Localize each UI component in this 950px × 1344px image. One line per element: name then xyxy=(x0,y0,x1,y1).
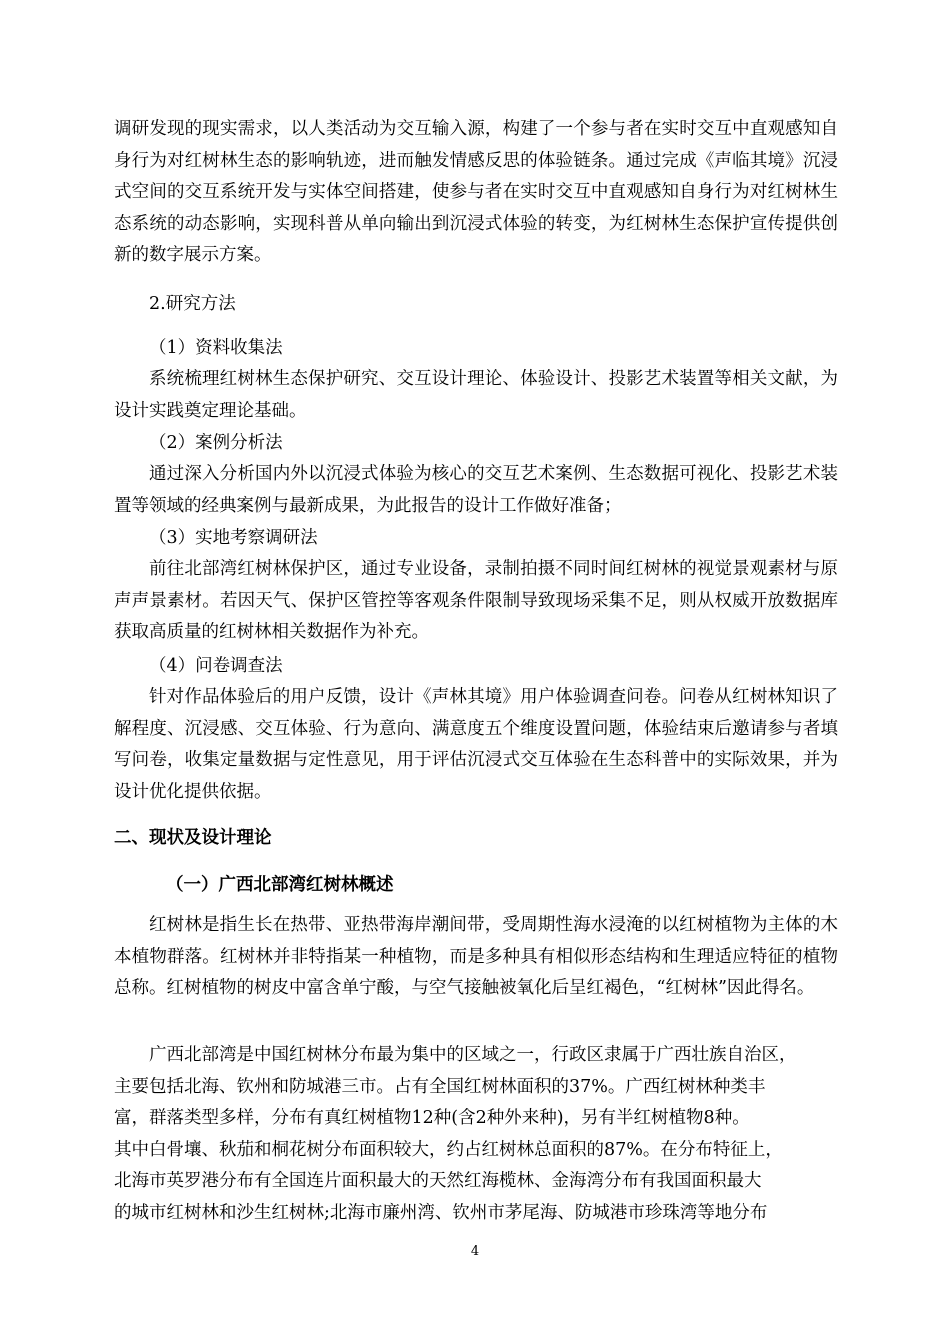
mangrove-paragraph-2 xyxy=(114,1040,838,1229)
subsection-1-heading: （一）广西北部湾红树林概述 xyxy=(166,875,394,895)
mangrove-paragraph-2-line: 的城市红树林和沙生红树林;北海市廉州湾、钦州市茅尾海、防城港市珍珠湾等地分布 xyxy=(114,1202,768,1223)
method-4-text: 针对作品体验后的用户反馈，设计《声林其境》用户体验调查问卷。问卷从红树林知识了解程度、沉浸感、交互体验、行为意向、满意度五个维度设置问题，体验结束后邀请参与者填写问卷，收集定量数据与定性意见，用于评估沉浸式交互体验在生态科普中的实际效果，并为设计优化提供依据。 xyxy=(114,687,838,802)
methods-heading: 2.研究方法 xyxy=(149,294,236,314)
method-3-text: 前往北部湾红树林保护区，通过专业设备，录制拍摄不同时间红树林的视觉景观素材与原声声景素材。若因天气、保护区管控等客观条件限制导致现场采集不足，则从权威开放数据库获取高质量的红树林相关数据作为补充。 xyxy=(114,559,838,642)
method-1-title: （1）资料收集法 xyxy=(149,338,283,358)
mangrove-paragraph-2-line: 富，群落类型多样，分布有真红树植物12种(含2种外来种)，另有半红树植物8种。 xyxy=(114,1108,750,1128)
method-3-title: （3）实地考察调研法 xyxy=(149,528,318,548)
method-4-title: （4）问卷调查法 xyxy=(149,656,283,676)
page-number: 4 xyxy=(470,1244,480,1259)
mangrove-paragraph-1: 红树林是指生长在热带、亚热带海岸潮间带，受周期性海水浸淹的以红树植物为主体的木本植物群落。红树林并非特指某一种植物，而是多种具有相似形态结构和生理适应特征的植物总称。红树植物的树皮中富含单宁酸，与空气接触被氧化后呈红褐色，“红树林”因此得名。 xyxy=(114,915,838,998)
method-2-text: 通过深入分析国内外以沉浸式体验为核心的交互艺术案例、生态数据可视化、投影艺术装置等领域的经典案例与最新成果，为此报告的设计工作做好准备； xyxy=(114,464,838,516)
method-1-text: 系统梳理红树林生态保护研究、交互设计理论、体验设计、投影艺术装置等相关文献，为设计实践奠定理论基础。 xyxy=(114,369,838,421)
paragraph-intro: 调研发现的现实需求，以人类活动为交互输入源，构建了一个参与者在实时交互中直观感知自身行为对红树林生态的影响轨迹，进而触发情感反思的体验链条。通过完成《声临其境》沉浸式空间的交互系统开发与实体空间搭建，使参与者在实时交互中直观感知自身行为对红树林生态系统的动态影响，实现科普从单向输出到沉浸式体验的转变，为红树林生态保护宣传提供创新的数字展示方案。 xyxy=(114,119,838,265)
method-2-title: （2）案例分析法 xyxy=(149,433,283,453)
mangrove-paragraph-2-line: 其中白骨壤、秋茄和桐花树分布面积较大，约占红树林总面积的87%。在分布特征上， xyxy=(114,1139,783,1160)
mangrove-paragraph-2-line: 北海市英罗港分布有全国连片面积最大的天然红海榄林、金海湾分布有我国面积最大 xyxy=(114,1171,762,1191)
mangrove-paragraph-2-line: 主要包括北海、钦州和防城港三市。占有全国红树林面积的37%。广西红树林种类丰 xyxy=(114,1076,766,1097)
mangrove-paragraph-2-line: 广西北部湾是中国红树林分布最为集中的区域之一，行政区隶属于广西壮族自治区， xyxy=(149,1045,797,1065)
section-2-heading: 二、现状及设计理论 xyxy=(114,828,272,848)
